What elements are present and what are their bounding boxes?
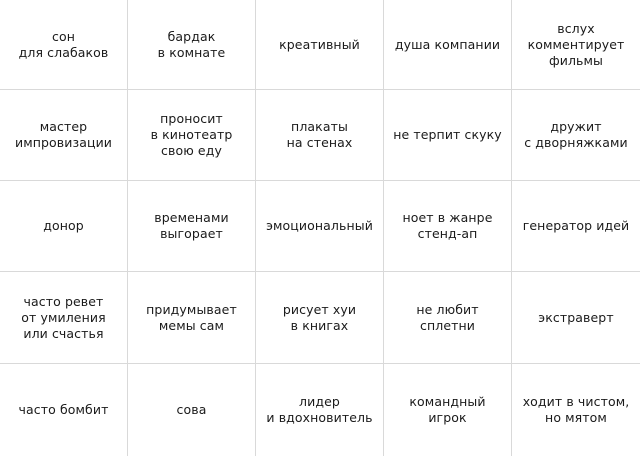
cell-label: часто бомбит xyxy=(18,402,109,417)
grid-cell[interactable] xyxy=(0,181,128,272)
cell-label: часто ревет от умиления или счастья xyxy=(21,293,106,341)
grid-cell[interactable] xyxy=(128,90,256,181)
cell-label: креативный xyxy=(279,36,360,52)
cell-label: рисует хуи в книгах xyxy=(282,301,357,333)
grid-cell[interactable] xyxy=(512,90,640,181)
grid-cell[interactable] xyxy=(384,90,512,181)
cell-label: донор xyxy=(43,218,84,233)
cell-label: плакаты на стенах xyxy=(286,119,353,150)
grid-cell[interactable] xyxy=(512,272,640,364)
grid-cell[interactable] xyxy=(256,181,384,272)
cell-label: мастер импровизации xyxy=(14,119,113,150)
grid-cell[interactable] xyxy=(256,364,384,456)
grid-cell[interactable] xyxy=(128,0,256,90)
cell-label: дружит с дворняжками xyxy=(524,119,628,150)
cell-label: бардак в комнате xyxy=(157,28,226,60)
grid-cell[interactable] xyxy=(256,0,384,90)
grid-cell[interactable] xyxy=(128,181,256,272)
grid-cell[interactable] xyxy=(128,364,256,456)
cell-label: не терпит скуку xyxy=(393,127,502,142)
grid-cell[interactable] xyxy=(256,272,384,364)
cell-label: экстраверт xyxy=(538,309,614,325)
cell-label: не любит сплетни xyxy=(416,301,479,333)
cell-label: лидер и вдохновитель xyxy=(266,394,373,425)
cell-label: сон для слабаков xyxy=(18,28,109,60)
cell-label: вслух комментирует фильмы xyxy=(527,20,625,68)
cell-label: эмоциональный xyxy=(266,218,373,233)
grid-cell[interactable] xyxy=(128,272,256,364)
cell-label: генератор идей xyxy=(522,218,630,233)
grid-cell[interactable] xyxy=(512,364,640,456)
grid-cell[interactable] xyxy=(0,0,128,90)
grid-cell[interactable] xyxy=(256,90,384,181)
cell-label: сова xyxy=(176,402,207,417)
grid-cell[interactable] xyxy=(384,272,512,364)
grid-cell[interactable] xyxy=(512,181,640,272)
grid-cell[interactable] xyxy=(384,0,512,90)
cell-label: придумывает мемы сам xyxy=(146,301,237,333)
cell-label: проносит в кинотеатр свою еду xyxy=(150,111,233,158)
grid-cell[interactable] xyxy=(384,181,512,272)
cell-label: ходит в чистом, но мятом xyxy=(522,394,630,425)
grid-cell[interactable] xyxy=(0,364,128,456)
cell-label: ноет в жанре стенд-ап xyxy=(402,210,493,241)
cell-label: командный игрок xyxy=(409,394,486,425)
grid-cell[interactable] xyxy=(0,272,128,364)
cell-label: временами выгорает xyxy=(154,210,229,241)
grid-cell[interactable] xyxy=(0,90,128,181)
cell-label: душа компании xyxy=(394,36,501,52)
grid-cell[interactable] xyxy=(512,0,640,90)
grid-cell[interactable] xyxy=(384,364,512,456)
